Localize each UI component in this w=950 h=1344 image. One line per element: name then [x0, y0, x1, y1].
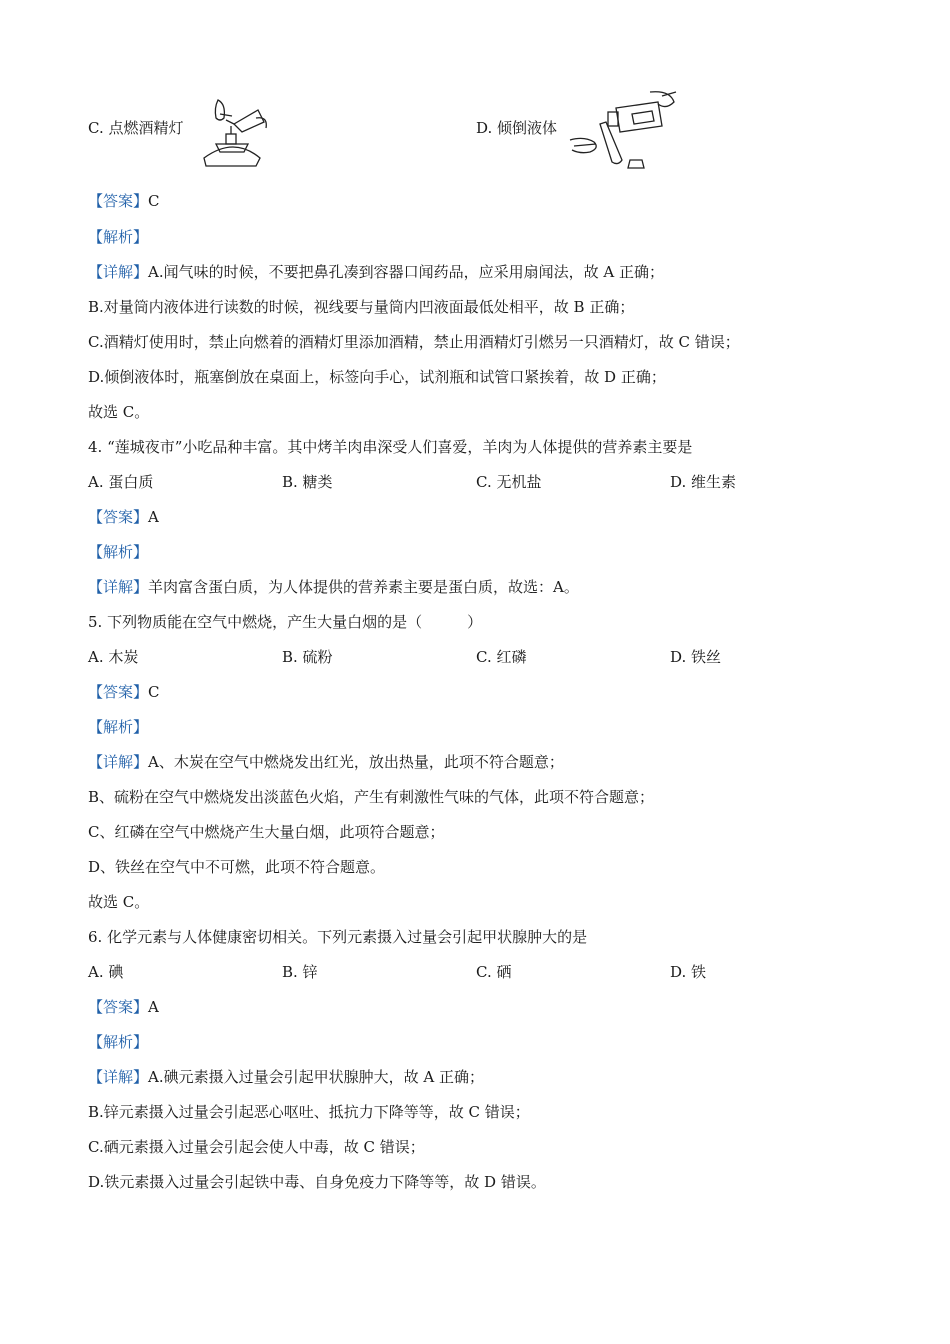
q6-option-a: A. 碘: [88, 963, 124, 981]
q6-answer-line: [88, 997, 159, 1017]
q5-detail-c: C、红磷在空气中燃烧产生大量白烟，此项符合题意；: [88, 823, 445, 841]
q4-option-a: A. 蛋白质: [88, 473, 154, 491]
q5-option-b: B. 硫粉: [282, 648, 333, 666]
q5-option-a: A. 木炭: [88, 648, 139, 666]
q6-option-c: C. 硒: [476, 963, 512, 981]
q6-detail-b: B.锌元素摄入过量会引起恶心呕吐、抵抗力下降等等，故 C 错误；: [88, 1103, 530, 1121]
pouring-liquid-figure: [566, 88, 678, 174]
q4-answer: A: [148, 508, 159, 526]
answer-tag: 【答案】: [88, 508, 149, 526]
q3-detail-d: D.倾倒液体时，瓶塞倒放在桌面上，标签向手心，试剂瓶和试管口紧挨着，故 D 正确；: [88, 368, 666, 386]
q4-option-c: C. 无机盐: [476, 473, 542, 491]
q6-detail-d: D.铁元素摄入过量会引起铁中毒、自身免疫力下降等等，故 D 错误。: [88, 1173, 546, 1191]
q4-question: 4. “莲城夜市”小吃品种丰富。其中烤羊肉串深受人们喜爱，羊肉为人体提供的营养素主要是: [88, 438, 693, 456]
detail-tag: 【详解】: [88, 578, 149, 596]
q5-detail-a: [88, 752, 564, 772]
q5-option-d: D. 铁丝: [670, 648, 722, 666]
answer-tag: 【答案】: [88, 683, 149, 701]
q3-detail-a: [88, 262, 664, 282]
q3-option-d: D. 倾倒液体: [476, 119, 558, 137]
q6-answer: A: [148, 998, 159, 1016]
q5-conclusion: 故选 C。: [88, 893, 150, 911]
q5-detail-b: B、硫粉在空气中燃烧发出淡蓝色火焰，产生有刺激性气味的气体，此项不符合题意；: [88, 788, 655, 806]
q3-answer: C: [148, 192, 160, 210]
detail-tag: 【详解】: [88, 753, 149, 771]
q6-analysis-tag: 【解析】: [88, 1033, 149, 1051]
q4-detail: [88, 577, 579, 597]
q3-option-c: C. 点燃酒精灯: [88, 119, 184, 137]
detail-tag: 【详解】: [88, 263, 149, 281]
q4-option-d: D. 维生素: [670, 473, 737, 491]
detail-tag: 【详解】: [88, 1068, 149, 1086]
q3-detail-b: B.对量筒内液体进行读数的时候，视线要与量筒内凹液面最低处相平，故 B 正确；: [88, 298, 635, 316]
q5-option-c: C. 红磷: [476, 648, 527, 666]
q4-analysis-tag: 【解析】: [88, 543, 149, 561]
q3-analysis-tag: 【解析】: [88, 228, 149, 246]
q5-detail-d: D、铁丝在空气中不可燃，此项不符合题意。: [88, 858, 386, 876]
answer-tag: 【答案】: [88, 998, 149, 1016]
q5-answer-line: [88, 682, 160, 702]
q3-detail-a-text: A.闻气味的时候，不要把鼻孔凑到容器口闻药品，应采用扇闻法，故 A 正确；: [148, 263, 664, 281]
q5-answer: C: [148, 683, 160, 701]
q5-question: 5. 下列物质能在空气中燃烧，产生大量白烟的是（ ）: [88, 613, 483, 631]
q6-option-b: B. 锌: [282, 963, 318, 981]
q3-answer-line: [88, 191, 160, 211]
q3-conclusion: 故选 C。: [88, 403, 150, 421]
q6-detail-c: C.硒元素摄入过量会引起会使人中毒，故 C 错误；: [88, 1138, 425, 1156]
answer-tag: 【答案】: [88, 192, 149, 210]
alcohol-lamp-lighting-figure: [196, 96, 270, 174]
q4-option-b: B. 糖类: [282, 473, 333, 491]
q3-detail-c: C.酒精灯使用时，禁止向燃着的酒精灯里添加酒精，禁止用酒精灯引燃另一只酒精灯，故 C 错误；: [88, 333, 740, 351]
q6-option-d: D. 铁: [670, 963, 707, 981]
q6-detail-a: [88, 1067, 484, 1087]
q5-detail-a-text: A、木炭在空气中燃烧发出红光，放出热量，此项不符合题意；: [148, 753, 564, 771]
q6-question: 6. 化学元素与人体健康密切相关。下列元素摄入过量会引起甲状腺肿大的是: [88, 928, 588, 946]
q4-answer-line: [88, 507, 159, 527]
q4-detail-text: 羊肉富含蛋白质，为人体提供的营养素主要是蛋白质，故选：A。: [148, 578, 579, 596]
q6-detail-a-text: A.碘元素摄入过量会引起甲状腺肿大，故 A 正确；: [148, 1068, 484, 1086]
q5-analysis-tag: 【解析】: [88, 718, 149, 736]
